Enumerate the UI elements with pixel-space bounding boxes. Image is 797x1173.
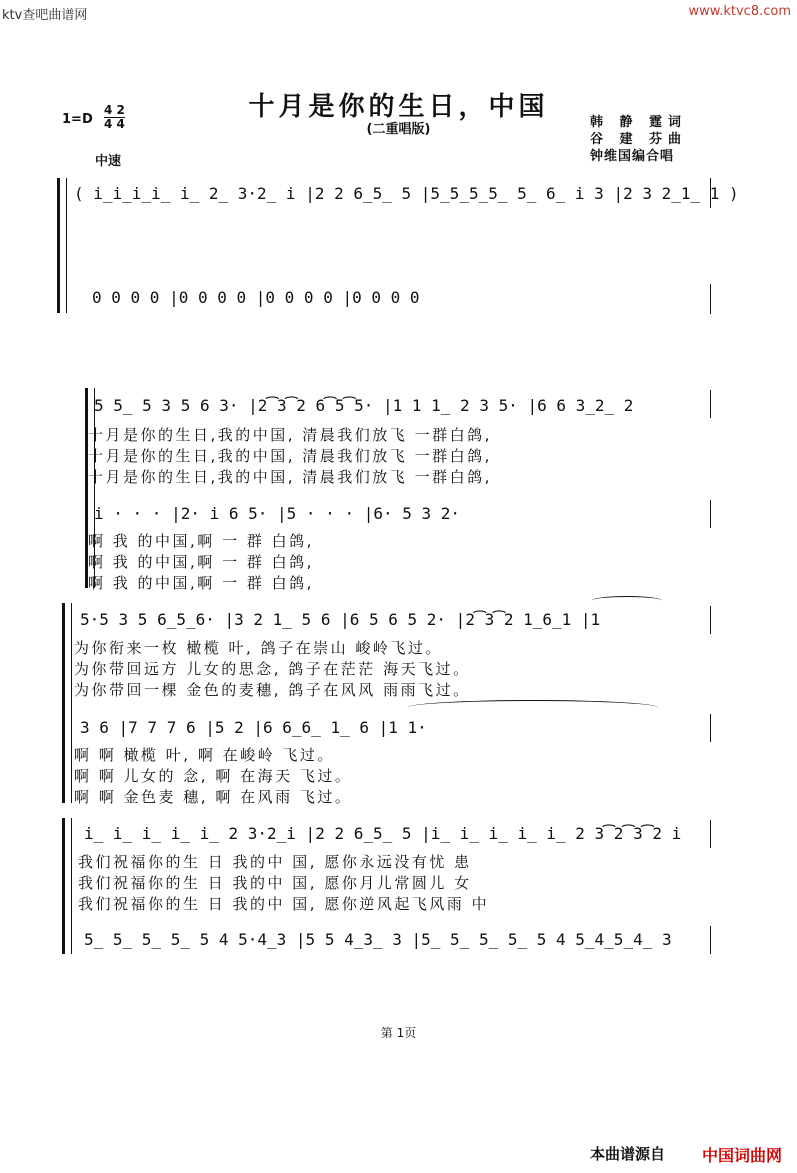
system4-upper-lyric-3: 我们祝福你的生 日 我的中 国, 愿你逆风起飞风雨 中: [78, 895, 490, 913]
system2-lower-lyric-1: 啊 我 的中国,啊 一 群 白鸽,: [88, 532, 314, 550]
barline: [710, 500, 711, 528]
barline: [710, 284, 711, 314]
system3-lower-lyric-2: 啊 啊 儿女的 念, 啊 在海天 飞过。: [74, 767, 353, 785]
system2-lower-notes: i · · · |2· i 6 5· |5 · · · |6· 5 3 2·: [94, 504, 461, 523]
system3-upper-lyric-2: 为你带回远方 儿女的思念, 鸽子在茫茫 海天飞过。: [74, 660, 471, 678]
credit-lyricist: 韩 静 霆词: [590, 115, 688, 130]
key-signature: 1=D: [62, 112, 93, 127]
barline: [710, 606, 711, 634]
system1-upper-notes: ( i̲i̲i̲i̲ i̲ 2̲ 3·2̲ i |2 2 6̲5̲ 5 |5̲5̲5̲5̲ 5̲ 6̲ i 3 |2 3 2̲1̲ 1 ): [74, 184, 739, 203]
system4-upper-lyric-1: 我们祝福你的生 日 我的中 国, 愿你永远没有忧 患: [78, 853, 472, 871]
credit-composer: 谷 建 芬曲: [590, 132, 688, 147]
tempo-marking: 中速: [95, 154, 122, 169]
time-signature-top: 4 2: [104, 103, 125, 117]
song-subtitle: (二重唱版): [366, 122, 431, 137]
system3-lower-lyric-3: 啊 啊 金色麦 穗, 啊 在风雨 飞过。: [74, 788, 353, 806]
credit-arranger: 钟维国编合唱: [590, 149, 675, 164]
time-signature-bottom: 4 4: [104, 117, 125, 131]
time-signature: [104, 104, 125, 131]
slur: [592, 596, 662, 605]
system3-lower-lyric-1: 啊 啊 橄榄 叶, 啊 在峻岭 飞过。: [74, 746, 335, 764]
credits: [590, 114, 687, 165]
barline: [710, 714, 711, 742]
system2-upper-lyric-3: 十月是你的生日,我的中国, 清晨我们放飞 一群白鸽,: [88, 468, 492, 486]
system4-lower-notes: 5̲ 5̲ 5̲ 5̲ 5 4 5·4̲3 |5 5 4̲3̲ 3 |5̲ 5̲ 5̲ 5̲ 5 4 5̲4̲5̲4̲ 3: [84, 930, 672, 949]
system-bracket: [57, 178, 60, 313]
song-title: 十月是你的生日，中国: [248, 92, 549, 122]
system2-upper-lyric-2: 十月是你的生日,我的中国, 清晨我们放飞 一群白鸽,: [88, 447, 492, 465]
system2-upper-lyric-1: 十月是你的生日,我的中国, 清晨我们放飞 一群白鸽,: [88, 426, 492, 444]
system-bracket: [62, 603, 65, 803]
slur: [408, 700, 658, 715]
system-bracket-line: [71, 818, 72, 954]
system3-upper-notes: 5·5 3 5 6̲5̲6· |3 2 1̲ 5 6 |6 5 6 5 2· |2͡3͡2 1̲6̲1 |1: [80, 610, 601, 629]
system-bracket-line: [71, 603, 72, 803]
system3-upper-lyric-3: 为你带回一棵 金色的麦穗, 鸽子在风风 雨雨飞过。: [74, 681, 471, 699]
system2-lower-lyric-3: 啊 我 的中国,啊 一 群 白鸽,: [88, 574, 314, 592]
system-bracket: [62, 818, 65, 954]
page-number: 第 1页: [380, 1026, 417, 1040]
barline: [710, 820, 711, 848]
watermark-left: ktv查吧曲谱网: [2, 8, 88, 23]
system3-upper-lyric-1: 为你衔来一枚 橄榄 叶, 鸽子在崇山 峻岭飞过。: [74, 639, 443, 657]
watermark-right: www.ktvc8.com: [688, 4, 791, 19]
footer-site-link[interactable]: 中国词曲网: [702, 1146, 783, 1165]
footer-source-label: 本曲谱源自: [590, 1145, 666, 1163]
barline: [710, 926, 711, 954]
system2-upper-notes: 5 5̲ 5 3 5 6 3· |2͡3͡2 6͡5͡5· |1 1 1̲ 2 3 5· |6 6 3̲2̲ 2: [94, 396, 634, 415]
system3-lower-notes: 3 6 |7 7 7 6 |5 2 |6 6̲6̲ 1̲ 6 |1 1·: [80, 718, 427, 737]
system4-upper-notes: i̲ i̲ i̲ i̲ i̲ 2 3·2̲i |2 2 6̲5̲ 5 |i̲ i̲ i̲ i̲ i̲ 2 3͡2͡3͡2 i: [84, 824, 682, 843]
system1-lower-notes: 0 0 0 0 |0 0 0 0 |0 0 0 0 |0 0 0 0: [92, 288, 420, 307]
barline: [710, 390, 711, 418]
system2-lower-lyric-2: 啊 我 的中国,啊 一 群 白鸽,: [88, 553, 314, 571]
system4-upper-lyric-2: 我们祝福你的生 日 我的中 国, 愿你月儿常圆儿 女: [78, 874, 472, 892]
system-bracket-line: [66, 178, 67, 313]
